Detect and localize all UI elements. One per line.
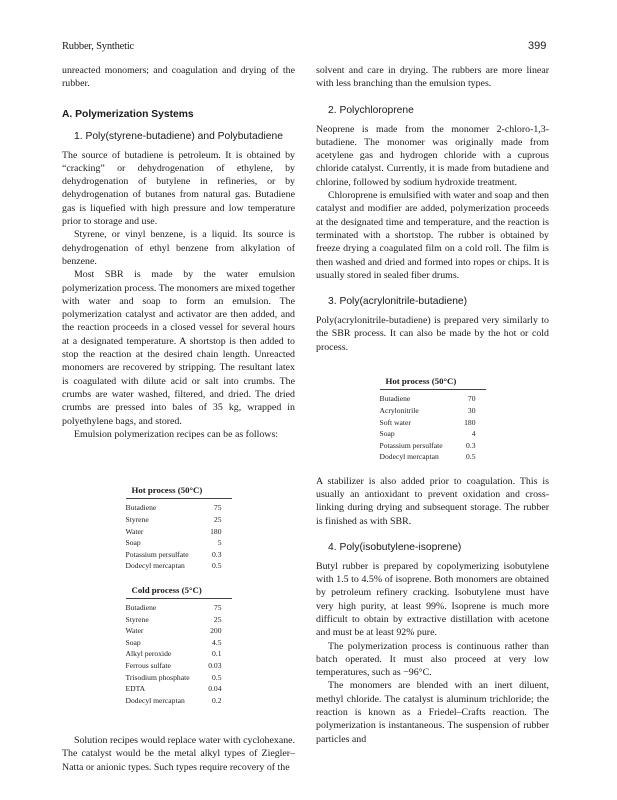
body-paragraph: The monomers are blended with an inert diluent, methyl chloride. The catalyst is aluminum trichloride; the reaction is known as a Friedel–Crafts reaction. The polymerization is instantaneous. The suspension of rubber particles and bbox=[316, 680, 549, 745]
ingredient-name: Dodecyl mercaptan bbox=[125, 561, 185, 571]
ingredient-name: Potassium persulfate bbox=[379, 440, 443, 450]
subsection-heading-butyl: 4. Poly(isobutylene-isoprene) bbox=[328, 541, 462, 553]
ingredient-value: 0.3 bbox=[212, 549, 222, 559]
table-row bbox=[126, 683, 232, 695]
ingredient-name: Soft water bbox=[379, 417, 411, 427]
recipe-title: Hot process (50°C) bbox=[126, 485, 232, 499]
table-row bbox=[380, 416, 486, 428]
ingredient-value: 30 bbox=[467, 405, 476, 415]
ingredient-name: Potassium persulfate bbox=[125, 549, 189, 559]
ingredient-name: Butadiene bbox=[379, 394, 411, 404]
ingredient-name: Trisodium phosphate bbox=[125, 672, 190, 682]
table-row bbox=[126, 525, 232, 537]
left-column bbox=[62, 64, 295, 774]
running-title: Rubber, Synthetic bbox=[62, 41, 135, 52]
ingredient-name: Alkyl peroxide bbox=[125, 649, 172, 659]
body-paragraph: The polymerization process is continuous rather than batch operated. It must also proceed at very low temperatures, such as −96°C. bbox=[316, 640, 549, 679]
ingredient-name: Water bbox=[125, 526, 144, 536]
ingredient-value: 0.04 bbox=[208, 684, 222, 694]
table-row bbox=[380, 428, 486, 440]
ingredient-value: 0.5 bbox=[466, 452, 476, 462]
body-paragraph: Chloroprene is emulsified with water and soap and then catalyst and modifier are added, polymerization proceeds at the designated time and temperature, and the reaction is terminated with a shortstop. The rubber is obtained by freeze drying a coagulated film on a cold roll. The film is then washed and dried and formed into ropes or chips. It is usually stored in sealed fiber drums. bbox=[316, 190, 549, 281]
running-head bbox=[0, 41, 617, 55]
table-row bbox=[380, 439, 486, 451]
body-paragraph: A stabilizer is also added prior to coagulation. This is usually an antioxidant to prevent oxidation and cross-linking during drying and subsequent storage. The rubber is finished as with SBR. bbox=[316, 475, 549, 527]
ingredient-value: 0.1 bbox=[212, 649, 222, 659]
body-paragraph: solvent and care in drying. The rubbers are more linear with less branching than the emulsion types. bbox=[316, 65, 549, 90]
ingredient-value: 0.5 bbox=[212, 561, 222, 571]
ingredient-name: Ferrous sulfate bbox=[125, 660, 171, 670]
ingredient-value: 75 bbox=[213, 503, 222, 513]
recipe-table bbox=[380, 393, 486, 463]
body-paragraph: The source of butadiene is petroleum. It is obtained by “cracking” or dehydrogenation of ethylene, by dehydrogenation of butylene in refineries, or by dehydrogenation of butanes from natural gas. Butadiene gas is liquefied with high pressure and low temperature prior to storage and use. bbox=[62, 149, 295, 228]
intro-paragraph: unreacted monomers; and coagulation and drying of the rubber. bbox=[62, 65, 295, 90]
ingredient-value: 25 bbox=[213, 515, 222, 525]
ingredient-name: Butadiene bbox=[125, 602, 157, 612]
ingredient-name: Dodecyl mercaptan bbox=[125, 695, 185, 705]
ingredient-value: 0.2 bbox=[212, 695, 222, 705]
ingredient-name: Water bbox=[125, 626, 144, 636]
body-paragraph: Butyl rubber is prepared by copolymerizing isobutylene with 1.5 to 4.5% of isoprene. Both monomers are obtained by petroleum refinery cracking. Isobutylene must have very high purity, at least 99%. Isoprene is much more difficult to obtain by extractive distillation with acetone and must be at least 92% pure. bbox=[316, 560, 549, 639]
body-paragraph: Styrene, or vinyl benzene, is a liquid. Its source is dehydrogenation of ethyl benzene from alkylation of benzene. bbox=[62, 229, 295, 267]
table-row bbox=[126, 648, 232, 660]
body-paragraph: Solution recipes would replace water with cyclohexane. The catalyst would be the metal alkyl types of Ziegler–Natta or anionic types. Such types require recovery of the bbox=[62, 735, 295, 773]
recipe-title: Hot process (50°C) bbox=[380, 376, 486, 390]
body-paragraph: Poly(acrylonitrile-butadiene) is prepared very similarly to the SBR process. It can also be made by the hot or cold process. bbox=[316, 315, 549, 353]
table-row bbox=[126, 694, 232, 706]
table-row bbox=[126, 671, 232, 683]
table-row bbox=[380, 405, 486, 417]
body-paragraph: Most SBR is made by the water emulsion polymerization process. The monomers are mixed together with water and soap to form an emulsion. The polymerization catalyst and activator are then added, and the reaction proceeds in a closed vessel for several hours at a designated temperature. A shortstop is then added to stop the reaction at the desired chain length. Unreacted monomers are recovered by stripping. The resultant latex is coagulated with dilute acid or salt into crumbs. The crumbs are water washed, filtered, and dried. The dried crumbs are pressed into bales of 35 kg, wrapped in polyethylene bags, and stored. bbox=[62, 269, 295, 427]
table-row bbox=[126, 514, 232, 526]
table-row bbox=[126, 660, 232, 672]
ingredient-value: 5 bbox=[217, 538, 222, 548]
table-row bbox=[380, 451, 486, 463]
ingredient-name: Soap bbox=[125, 538, 141, 548]
ingredient-name: Acrylonitrile bbox=[379, 405, 419, 415]
table-row bbox=[126, 625, 232, 637]
ingredient-name: Dodecyl mercaptan bbox=[379, 452, 439, 462]
ingredient-name: Soap bbox=[379, 429, 395, 439]
table-row bbox=[380, 393, 486, 405]
subsection-heading-sbr: 1. Poly(styrene-butadiene) and Polybutadiene bbox=[74, 130, 283, 142]
ingredient-value: 0.03 bbox=[208, 660, 222, 670]
ingredient-value: 180 bbox=[464, 417, 476, 427]
ingredient-value: 0.3 bbox=[466, 440, 476, 450]
subsection-heading-polychloroprene: 2. Polychloroprene bbox=[328, 104, 414, 116]
subsection-heading-nbr: 3. Poly(acrylonitrile-butadiene) bbox=[328, 296, 468, 308]
hot-process-recipe bbox=[126, 485, 232, 572]
recipe-table bbox=[126, 502, 232, 572]
table-row bbox=[126, 636, 232, 648]
body-paragraph: Emulsion polymerization recipes can be as follows: bbox=[74, 428, 279, 440]
page-number: 399 bbox=[528, 40, 547, 52]
ingredient-value: 70 bbox=[467, 394, 476, 404]
recipe-title: Cold process (5°C) bbox=[126, 585, 232, 599]
table-row bbox=[126, 613, 232, 625]
ingredient-value: 75 bbox=[213, 602, 222, 612]
ingredient-name: EDTA bbox=[125, 684, 146, 694]
ingredient-name: Styrene bbox=[125, 515, 149, 525]
ingredient-value: 0.5 bbox=[212, 672, 222, 682]
cold-process-recipe bbox=[126, 585, 232, 706]
ingredient-name: Soap bbox=[125, 637, 141, 647]
recipe-table bbox=[126, 602, 232, 706]
table-row bbox=[126, 602, 232, 614]
right-column bbox=[316, 64, 549, 746]
ingredient-value: 200 bbox=[210, 626, 222, 636]
table-row bbox=[126, 502, 232, 514]
ingredient-name: Butadiene bbox=[125, 503, 157, 513]
ingredient-value: 180 bbox=[210, 526, 222, 536]
ingredient-name: Styrene bbox=[125, 614, 149, 624]
nbr-hot-process-recipe bbox=[380, 376, 486, 463]
table-row bbox=[126, 549, 232, 561]
ingredient-value: 4.5 bbox=[212, 637, 222, 647]
table-row bbox=[126, 537, 232, 549]
section-heading: A. Polymerization Systems bbox=[62, 108, 194, 120]
ingredient-value: 4 bbox=[471, 429, 476, 439]
body-paragraph: Neoprene is made from the monomer 2-chloro-1,3-butadiene. The monomer was originally made from acetylene gas and hydrogen chloride with a cuprous chloride catalyst. Currently, it is made from butadiene and chlorine, followed by sodium hydroxide treatment. bbox=[316, 123, 549, 188]
table-row bbox=[126, 560, 232, 572]
ingredient-value: 25 bbox=[213, 614, 222, 624]
